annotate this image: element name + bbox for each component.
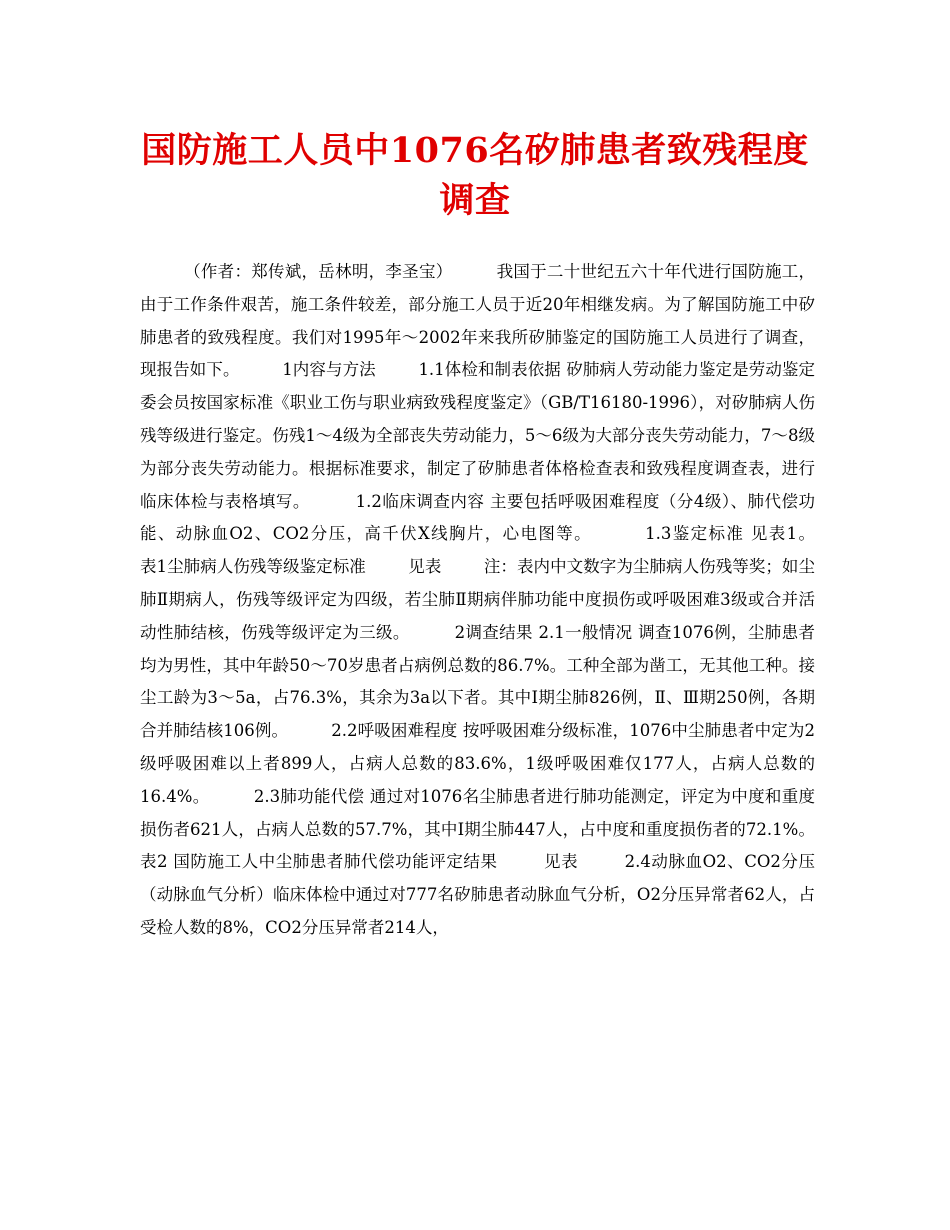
document-title: 国防施工人员中1076名矽肺患者致残程度调查 bbox=[141, 130, 809, 221]
document-body: （作者：郑传斌，岳林明，李圣宝） 我国于二十世纪五六十年代进行国防施工，由于工作条件艰苦，施工条件较差，部分施工人员于近20年相继发病。为了解国防施工中矽肺患者的致残程度。我们对1995年～2002年来我所矽肺鉴定的国防施工人员进行了调查，现报告如下。 1内容与方法 1.1体检和制表依据 矽肺病人劳动能力鉴定是劳动鉴定委会员按国家标准《职业工伤与职业病致残程度鉴定》（GB/T16180-1996），对矽肺病人伤残等级进行鉴定。伤残1～4级为全部丧失劳动能力，5～6级为大部分丧失劳动能力，7～8级为部分丧失劳动能力。根据标准要求，制定了矽肺患者体格检查表和致残程度调查表，进行临床体检与表格填写。 1.2临床调查内容 主要包括呼吸困难程度（分4级）、肺代偿功能、动脉血O2、CO2分压，高千伏X线胸片，心电图等。 1.3鉴定标准 见表1。 表1尘肺病人伤残等级鉴定标准 见表 注：表内中文数字为尘肺病人伤残等奖；如尘肺Ⅱ期病人，伤残等级评定为四级，若尘肺Ⅱ期病伴肺功能中度损伤或呼吸困难3级或合并活动性肺结核，伤残等级评定为三级。 2调查结果 2.1一般情况 调查1076例，尘肺患者均为男性，其中年龄50～70岁患者占病例总数的86.7%。工种全部为凿工，无其他工种。接尘工龄为3～5a，占76.3%，其余为3a以下者。其中Ⅰ期尘肺826例，Ⅱ、Ⅲ期250例，各期合并肺结核106例。 2.2呼吸困难程度 按呼吸困难分级标准，1076中尘肺患者中定为2级呼吸困难以上者899人，占病人总数的83.6%，1级呼吸困难仅177人，占病人总数的16.4%。 2.3肺功能代偿 通过对1076名尘肺患者进行肺功能测定，评定为中度和重度损伤者621人，占病人总数的57.7%，其中Ⅰ期尘肺447人，占中度和重度损伤者的72.1%。 表2 国防施工人中尘肺患者肺代偿功能评定结果 见表 2.4动脉血O2、CO2分压（动脉血气分析）临床体检中通过对777名矽肺患者动脉血气分析，O2分压异常者62人，占受检人数的8%，CO2分压异常者214人， bbox=[140, 262, 857, 937]
